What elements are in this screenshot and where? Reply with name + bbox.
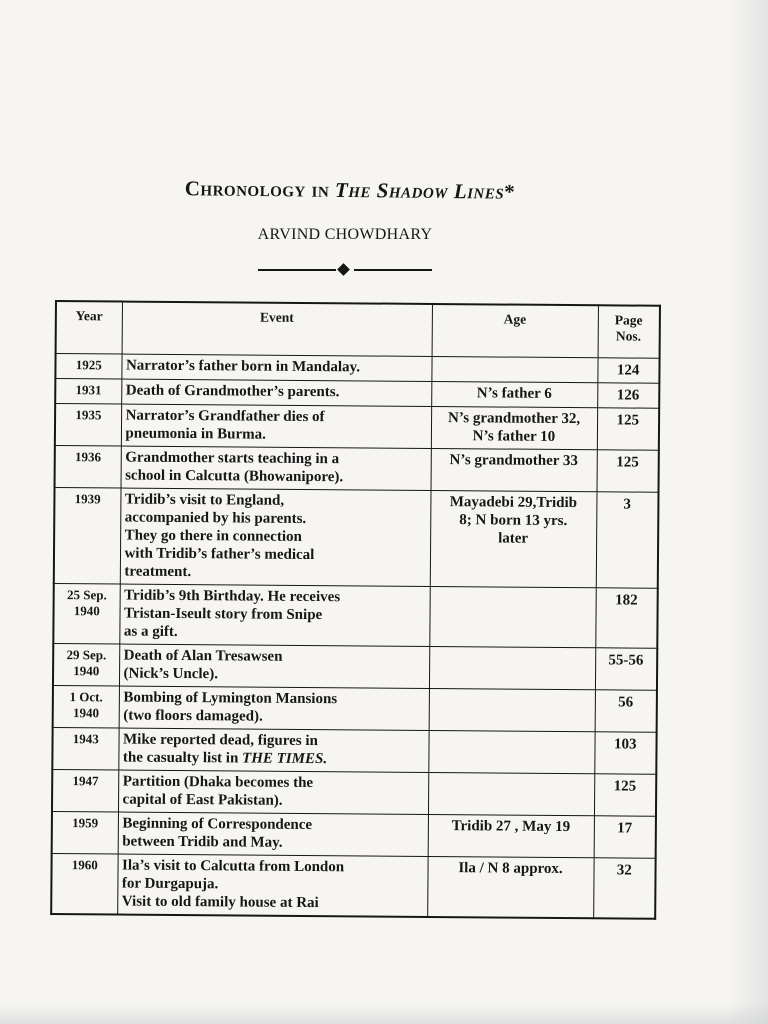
event-text: treatment. [124,563,192,581]
event-text: (two floors damaged). [123,707,263,725]
year-line: 1940 [73,603,100,619]
page-number-cell: 55-56 [595,648,657,690]
age-cell [429,586,595,647]
event-text: Ila’s visit to Calcutta from London [121,857,345,876]
year-cell: 1959 [52,811,118,854]
table-row [52,769,656,816]
event-text: Narrator’s father born in Mandalay. [125,357,361,376]
event-text: Bombing of Lymington Mansions [123,689,338,708]
event-line [125,509,426,529]
age-line: later [498,530,529,547]
event-line [123,791,424,811]
page-number-cell: 125 [597,408,659,450]
event-text: school in Calcutta (Bhowanipore). [125,467,344,486]
event-cell [121,379,431,406]
chronology-table-container [50,300,659,920]
age-cell [429,688,595,731]
age-line: N’s father 10 [472,428,556,445]
event-cell [121,446,431,490]
event-cell [117,854,427,917]
year-cell: 1925 [55,354,121,380]
page-number-cell: 3 [596,492,659,588]
event-line [126,382,427,402]
year-cell [53,685,119,728]
page-number-cell: 103 [594,732,656,774]
age-cell [427,856,593,918]
year-cell: 1947 [52,769,118,812]
event-text: Grandmother starts teaching in a [125,449,340,468]
title-book-name: The Shadow Lines [334,177,505,204]
year-cell: 1931 [55,379,121,405]
table-row [53,685,657,732]
event-line [125,425,426,445]
event-text: between Tridib and May. [122,833,283,851]
table-row [52,811,656,858]
event-line [124,623,425,643]
year-line: 25 Sep. [67,587,107,603]
event-text: Tristan-Iseult story from Snipe [123,605,323,624]
year-cell: 1936 [55,446,121,489]
event-line [124,563,425,583]
page-number-cell: 32 [593,858,655,919]
event-text: Partition (Dhaka becomes the [122,773,314,792]
event-line [122,857,423,877]
page-number-cell: 126 [597,383,659,408]
page-title [0,174,700,206]
event-text: pneumonia in Burma. [125,425,266,443]
event-line [123,749,424,769]
year-cell: 1960 [51,853,117,914]
event-text: They go there in connection [124,527,302,545]
age-cell [429,646,595,689]
event-line [123,665,424,685]
event-cell [121,354,431,381]
table-row [55,446,659,493]
table-row [52,727,656,774]
event-italic-text: THE TIMES. [242,750,328,768]
page-number-cell: 124 [597,358,659,383]
event-line [125,491,426,511]
age-cell [431,356,597,382]
year-cell: 1939 [54,488,121,585]
age-line: N’s grandmother 33 [449,452,578,470]
divider-line-left [258,269,336,271]
table-row [54,488,659,589]
author-name: ARVIND CHOWDHARY [257,226,433,243]
page-number-cell: 17 [594,816,656,858]
event-line [122,875,423,895]
event-text: Death of Alan Tresawsen [123,647,283,665]
event-line [125,467,426,487]
event-line [124,587,425,607]
age-cell [430,490,597,587]
table-row [55,404,659,451]
event-line [123,731,424,751]
table-row [53,583,657,648]
table-row [53,643,657,690]
title-prefix: Chronology in [184,176,336,202]
event-text: accompanied by his parents. [124,509,307,527]
event-line [125,527,426,547]
page-number-cell: 125 [597,450,659,492]
age-cell [428,772,594,815]
page-number-cell: 125 [594,774,656,816]
event-cell [119,644,429,688]
year-line: 1940 [73,663,100,679]
event-cell [119,584,429,646]
event-line [123,689,424,709]
year-cell [53,643,119,686]
event-line [126,407,427,427]
year-cell [53,583,119,644]
event-cell [121,404,431,448]
event-line [122,833,423,853]
diamond-icon [337,263,350,276]
event-line [124,647,425,667]
chronology-table [50,300,661,920]
event-cell [119,686,429,730]
age-line: Ila / N 8 approx. [458,860,563,878]
header-page-line1: Page [614,312,643,328]
header-page-line2: Nos. [615,328,642,344]
event-text: Beginning of Correspondence [122,815,313,834]
age-line: Mayadebi 29,Tridib [449,494,578,512]
age-cell [431,406,597,449]
title-footnote-mark: * [504,179,516,204]
age-cell [428,730,594,773]
age-line: N’s grandmother 32, [447,410,581,428]
event-text: Death of Grandmother’s parents. [125,382,340,401]
header-age: Age [432,304,598,358]
event-text: as a gift. [123,623,178,640]
event-cell [118,728,428,772]
year-line: 1940 [72,705,100,721]
page-number-cell: 182 [595,588,657,648]
event-line [124,605,425,625]
age-line: Tridib 27 , May 19 [451,818,571,836]
table-header-row [56,301,660,358]
page-number-cell: 56 [595,690,657,732]
event-line [125,449,426,469]
event-text: Tridib’s 9th Birthday. He receives [124,587,341,606]
event-line [126,357,427,377]
event-text: capital of East Pakistan). [122,791,283,809]
event-cell [118,812,428,856]
event-line [124,545,425,565]
event-text: Visit to old family house at Rai [121,893,319,912]
divider-line-right [354,269,432,271]
year-cell: 1943 [52,727,118,770]
age-cell [428,814,594,857]
year-line: 1 Oct. [69,689,103,705]
event-text: Mike reported dead, figures in [122,731,318,750]
header-event: Event [122,302,432,357]
event-text: the casualty list in [122,749,243,767]
table-body [51,354,659,919]
page-bottom-shadow [0,1002,768,1024]
event-line [122,893,423,913]
year-cell: 1935 [55,404,121,447]
event-line [123,707,424,727]
event-text: for Durgapuja. [121,875,219,893]
event-text: with Tridib’s father’s medical [124,545,315,564]
header-page-nos [598,305,660,358]
event-cell [118,770,428,814]
age-cell [431,381,597,407]
age-line: 8; N born 13 yrs. [459,512,568,530]
age-line: N’s father 6 [476,385,552,402]
ornament-divider [258,264,432,276]
age-cell [431,448,597,491]
page-edge-shadow [728,0,768,1024]
year-line: 29 Sep. [66,647,107,663]
header-year: Year [56,301,122,354]
event-line [122,815,423,835]
event-text: Tridib’s visit to England, [124,491,285,509]
event-text: Narrator’s Grandfather dies of [125,407,325,426]
event-text: (Nick’s Uncle). [123,665,219,683]
table-row [51,853,655,918]
event-line [123,773,424,793]
event-cell [120,488,431,586]
